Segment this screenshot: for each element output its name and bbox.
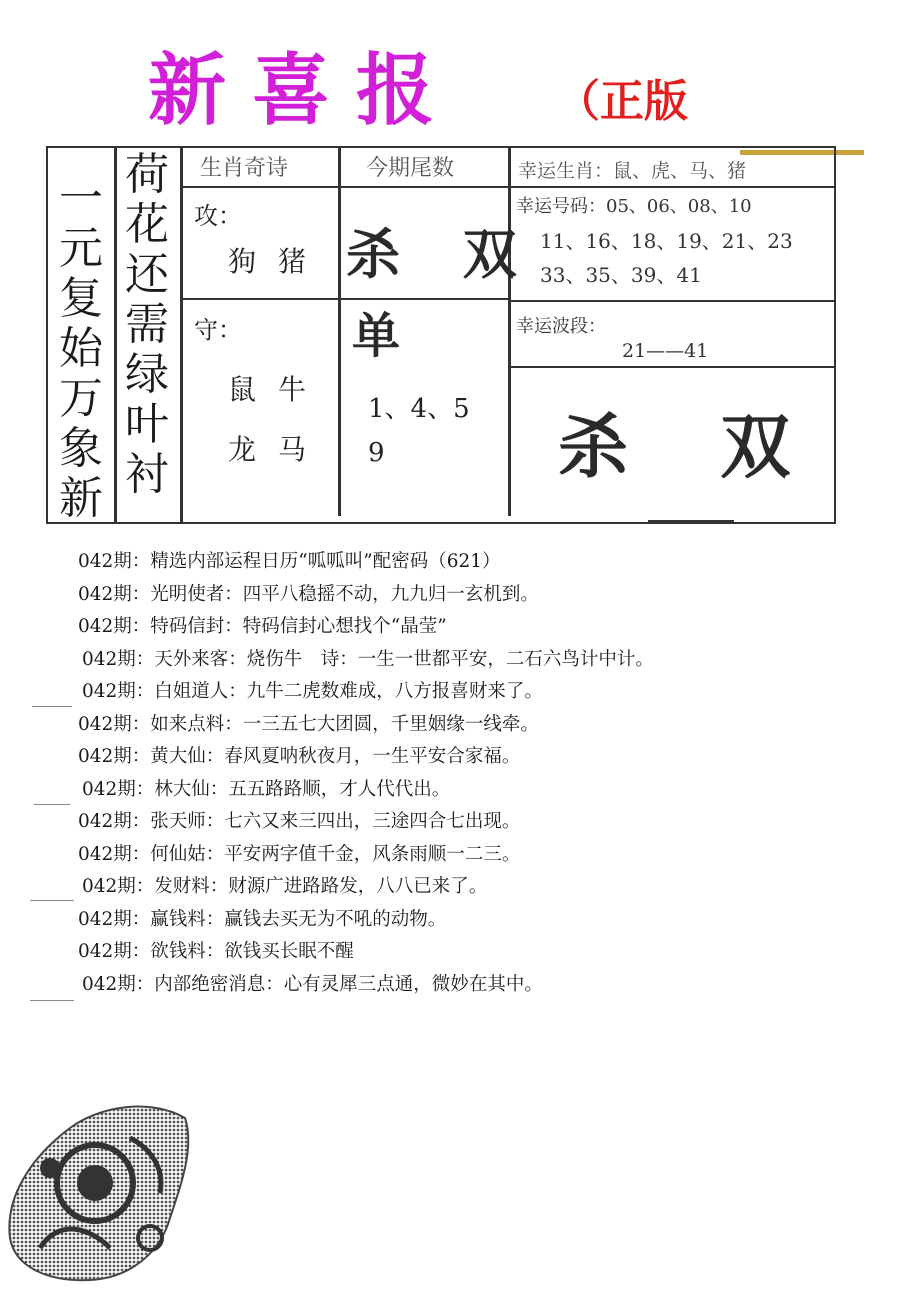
prediction-list	[78, 546, 898, 1001]
defend-label: 守：	[194, 316, 242, 344]
list-item: 042期：天外来客：烧伤牛 诗：一生一世都平安，二石六鸟计中计。	[82, 648, 654, 670]
page-title: 新喜报	[148, 46, 461, 136]
list-item: 042期：光明使者：四平八稳摇不动，九九归一玄机到。	[78, 583, 539, 605]
list-item: 042期：欲钱料：欲钱买长眠不醒	[78, 941, 354, 962]
decorative-rule	[648, 520, 734, 522]
list-item: 042期：林大仙：五五路路顺，才人代代出。	[82, 778, 451, 800]
attack-label: 攻：	[194, 202, 242, 230]
wave-range: 21——41	[622, 340, 709, 362]
list-item: 042期：赢钱料：赢钱去买无为不吼的动物。	[78, 908, 447, 930]
banner-first: 一 元 复 始 万 象 新	[59, 173, 103, 524]
list-item: 042期：特码信封：特码信封心想找个“晶莹”	[78, 616, 447, 637]
wave-label: 幸运波段：	[516, 316, 606, 337]
kill-bottom: 杀 双	[558, 406, 825, 488]
divider	[180, 186, 836, 188]
divider	[508, 300, 836, 302]
lucky-numbers-3: 33、35、39、41	[540, 263, 702, 287]
single-label: 单	[352, 308, 401, 364]
banner-second: 荷 花 还 需 绿 叶 衬	[125, 149, 169, 500]
defend-zodiac-2: 龙马	[228, 433, 329, 466]
lucky-numbers-1: 幸运号码：05、06、08、10	[516, 196, 752, 217]
header-zodiac: 生肖奇诗	[200, 156, 289, 181]
edition-label: （正版	[556, 76, 688, 127]
list-item: 042期：发财料：财源广进路路发，八八已来了。	[82, 876, 488, 897]
defend-zodiac-1: 鼠牛	[228, 373, 329, 406]
single-numbers-1: 1、4、5	[368, 394, 470, 424]
divider	[338, 146, 341, 516]
single-numbers-2: 9	[368, 438, 385, 468]
divider	[180, 146, 183, 524]
divider	[508, 146, 511, 516]
attack-zodiac: 狗猪	[228, 245, 329, 278]
header-lucky-zodiac: 幸运生肖：鼠、虎、马、猪	[518, 160, 747, 182]
list-item: 042期：白姐道人：九牛二虎数难成，八方报喜财来了。	[82, 681, 543, 702]
scan-mark	[30, 1000, 74, 1001]
list-item: 042期：何仙姑：平安两字值千金，风条雨顺一二三。	[78, 843, 521, 865]
lucky-numbers-2: 11、16、18、19、21、23	[540, 229, 793, 253]
list-item: 042期：张天师：七六又来三四出，三途四合七出现。	[78, 811, 521, 832]
scan-mark	[30, 900, 74, 901]
papercut-ornament-icon	[0, 1088, 200, 1288]
divider	[180, 298, 510, 300]
list-item: 042期：精选内部运程日历“呱呱叫”配密码（621）	[78, 551, 501, 572]
list-item: 042期：黄大仙：春风夏呐秋夜月，一生平安合家福。	[78, 746, 521, 767]
kill-top: 杀 双	[346, 223, 539, 286]
header-tail: 今期尾数	[366, 156, 455, 181]
scan-mark	[34, 804, 70, 805]
scan-mark	[32, 706, 72, 707]
list-item: 042期：内部绝密消息：心有灵犀三点通，微妙在其中。	[82, 973, 543, 995]
list-item: 042期：如来点料：一三五七大团圆，千里姻缘一线牵。	[78, 713, 539, 735]
divider	[114, 146, 117, 524]
